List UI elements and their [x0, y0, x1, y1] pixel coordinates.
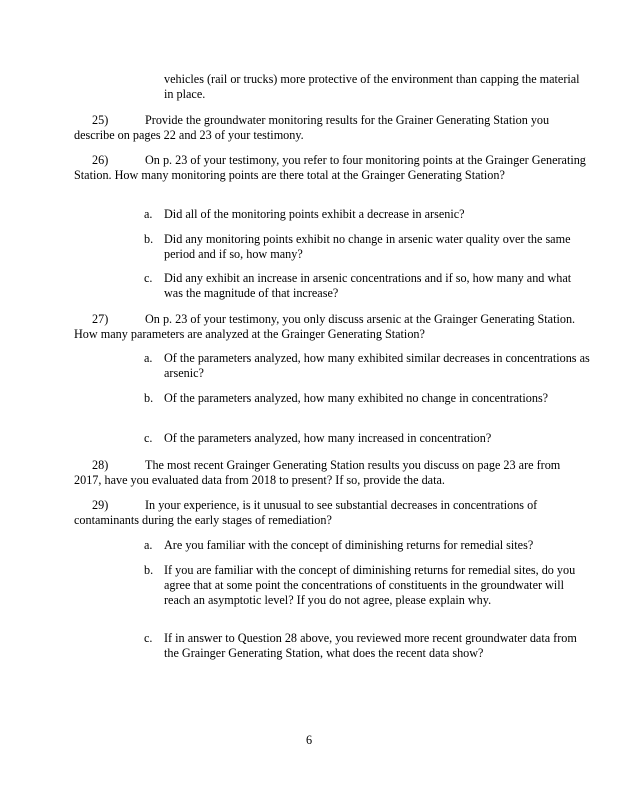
sub-question-letter: a. — [144, 538, 153, 552]
sub-question-text: If in answer to Question 28 above, you reviewed more recent groundwater data from the Grainger Generating Station, what does the recent data show? — [164, 631, 577, 660]
sub-question-26c — [144, 271, 590, 301]
question-26 — [74, 153, 586, 183]
sub-question-text: Of the parameters analyzed, how many exhibited similar decreases in concentrations as arsenic? — [164, 351, 590, 380]
question-29 — [74, 498, 586, 528]
question-text: On p. 23 of your testimony, you refer to four monitoring points at the Grainger Generating Station. How many monitoring points are there total at the Grainger Generating Station? — [74, 153, 586, 182]
sub-question-27c — [144, 431, 590, 446]
question-number: 28) — [92, 458, 109, 472]
sub-question-text: Of the parameters analyzed, how many exhibited no change in concentrations? — [164, 391, 549, 405]
sub-question-letter: b. — [144, 232, 154, 246]
question-number: 29) — [92, 498, 109, 512]
question-text: The most recent Grainger Generating Station results you discuss on page 23 are from 2017, have you evaluated data from 2018 to present? If so, provide the data. — [74, 458, 561, 487]
sub-question-29b — [144, 563, 590, 608]
sub-question-text: Of the parameters analyzed, how many increased in concentration? — [164, 431, 492, 445]
sub-question-29c — [144, 631, 590, 661]
question-number: 26) — [92, 153, 109, 167]
question-text: In your experience, is it unusual to see substantial decreases in concentrations of contaminants during the early stages of remediation? — [74, 498, 538, 527]
sub-question-text: Did all of the monitoring points exhibit a decrease in arsenic? — [164, 207, 465, 221]
question-27 — [74, 312, 586, 342]
question-text: Provide the groundwater monitoring results for the Grainer Generating Station you describe on pages 22 and 23 of your testimony. — [74, 113, 550, 142]
sub-question-letter: c. — [144, 631, 153, 645]
sub-question-letter: a. — [144, 207, 153, 221]
sub-question-text: Did any exhibit an increase in arsenic concentrations and if so, how many and what was the magnitude of that increase? — [164, 271, 572, 300]
sub-question-text: Are you familiar with the concept of diminishing returns for remedial sites? — [164, 538, 534, 552]
sub-question-letter: a. — [144, 351, 153, 365]
sub-question-text: If you are familiar with the concept of diminishing returns for remedial sites, do you agree that at some point the concentrations of constituents in the groundwater will reach an asymptotic level? If you do not agree, please explain why. — [164, 563, 576, 607]
sub-question-letter: b. — [144, 391, 154, 405]
continued-text: vehicles (rail or trucks) more protective of the environment than capping the material in place. — [164, 72, 580, 101]
page-number: 6 — [305, 733, 313, 747]
question-25 — [74, 113, 586, 143]
question-number: 27) — [92, 312, 109, 326]
sub-question-26a — [144, 207, 590, 222]
sub-question-text: Did any monitoring points exhibit no change in arsenic water quality over the same period and if so, how many? — [164, 232, 571, 261]
sub-question-27a — [144, 351, 590, 381]
question-28 — [74, 458, 586, 488]
sub-question-29a — [144, 538, 590, 553]
sub-question-26b — [144, 232, 590, 262]
question-text: On p. 23 of your testimony, you only discuss arsenic at the Grainger Generating Station. How many parameters are analyzed at the Grainger Generating Station? — [74, 312, 576, 341]
sub-question-letter: b. — [144, 563, 154, 577]
question-number: 25) — [92, 113, 109, 127]
sub-question-27b — [144, 391, 590, 406]
sub-question-letter: c. — [144, 431, 153, 445]
sub-question-letter: c. — [144, 271, 153, 285]
